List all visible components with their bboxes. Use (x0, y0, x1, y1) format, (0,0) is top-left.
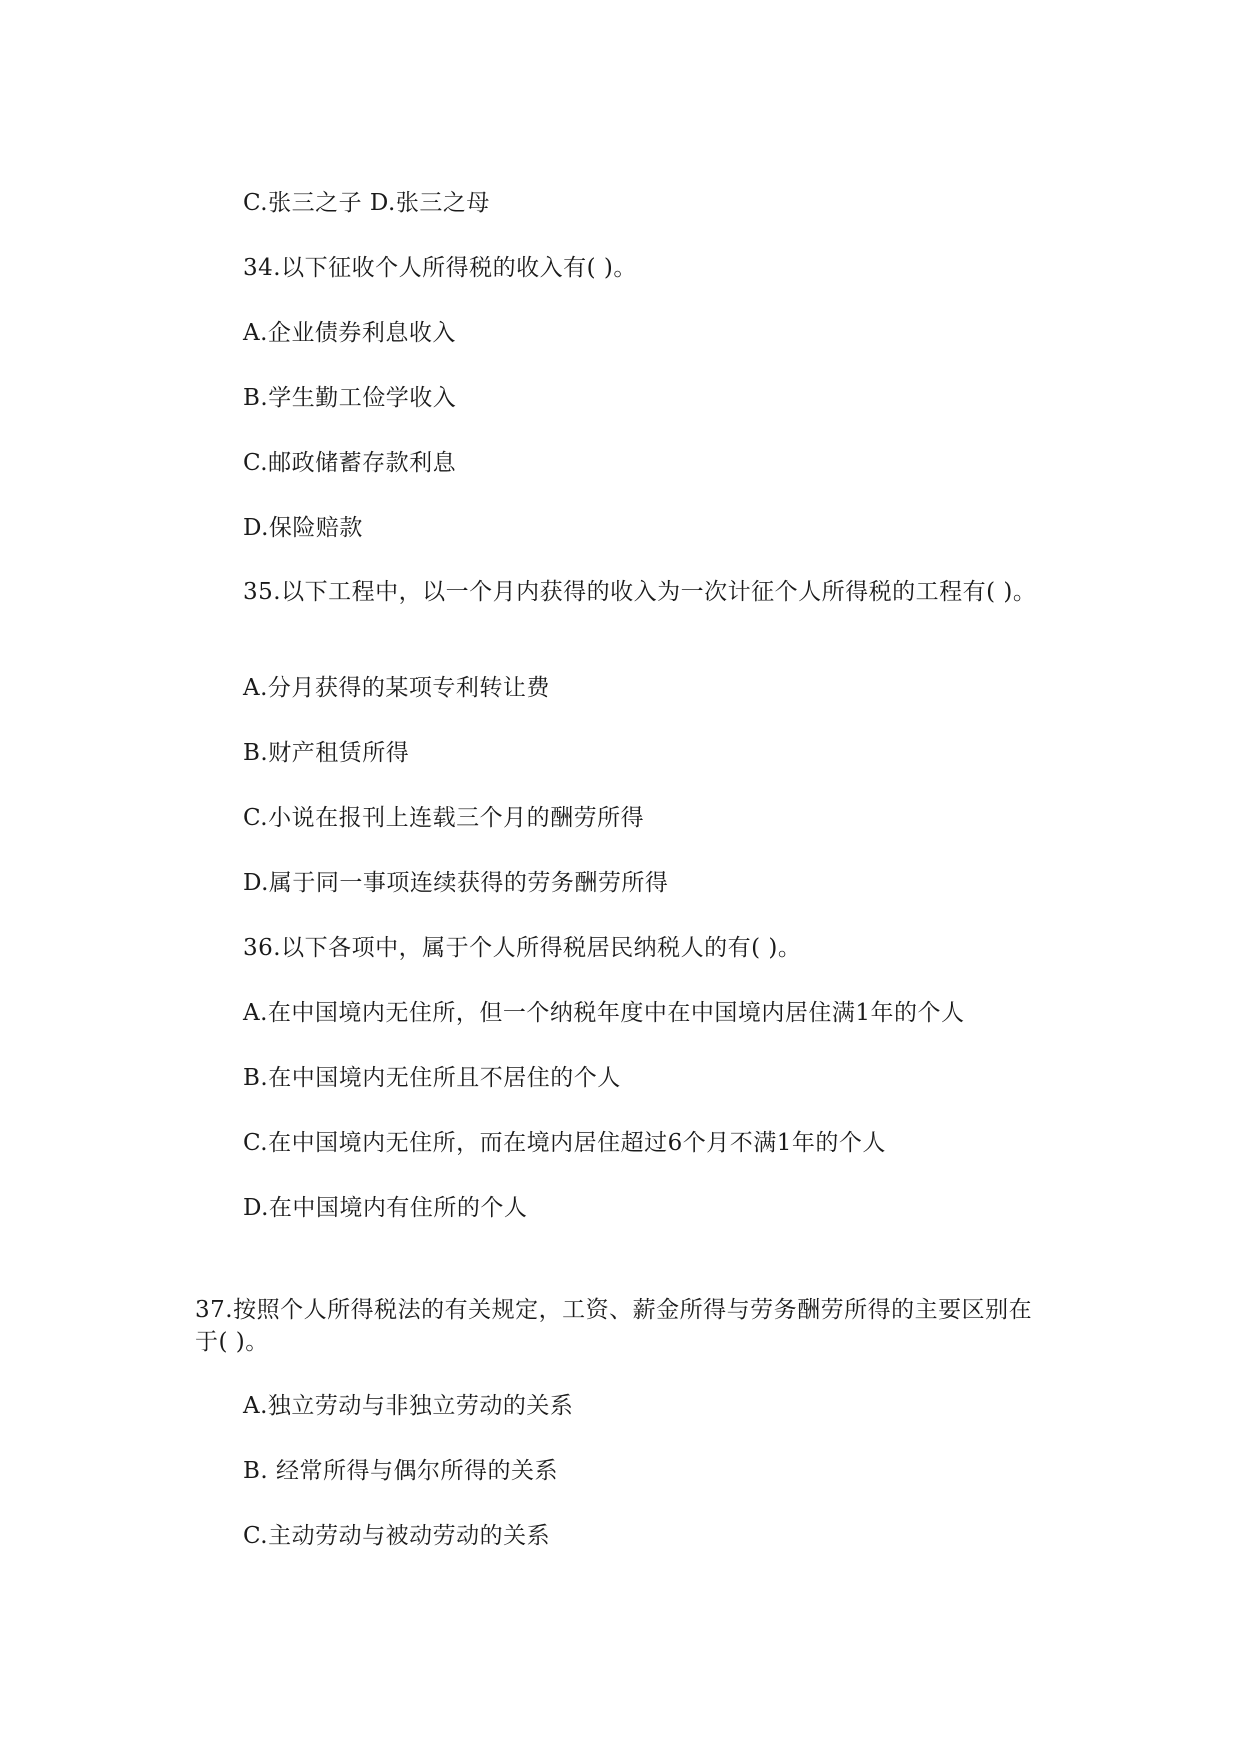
option-text: C.张三之子 D.张三之母 (243, 190, 490, 216)
option-36-d: D.在中国境内有住所的个人 (243, 1195, 528, 1221)
question-35: 35.以下工程中，以一个月内获得的收入为一次计征个人所得税的工程有( )。 (243, 579, 1037, 605)
question-36: 36.以下各项中，属于个人所得税居民纳税人的有( )。 (243, 935, 802, 961)
question-34: 34.以下征收个人所得税的收入有( )。 (243, 255, 637, 281)
option-36-a: A.在中国境内无住所，但一个纳税年度中在中国境内居住满1年的个人 (243, 1000, 965, 1026)
option-37-b: B. 经常所得与偶尔所得的关系 (243, 1458, 559, 1484)
option-35-a: A.分月获得的某项专利转让费 (243, 675, 550, 701)
option-34-a: A.企业债券利息收入 (243, 320, 456, 346)
option-36-c: C.在中国境内无住所，而在境内居住超过6个月不满1年的个人 (243, 1130, 886, 1156)
option-34-c: C.邮政储蓄存款利息 (243, 450, 457, 476)
option-34-d: D.保险赔款 (243, 515, 363, 541)
question-37: 37.按照个人所得税法的有关规定，工资、薪金所得与劳务酬劳所得的主要区别在于( )。 (195, 1297, 1033, 1355)
option-37-c: C.主动劳动与被动劳动的关系 (243, 1523, 551, 1549)
option-35-c: C.小说在报刊上连载三个月的酬劳所得 (243, 805, 645, 831)
option-37-a: A.独立劳动与非独立劳动的关系 (243, 1393, 574, 1419)
option-35-d: D.属于同一事项连续获得的劳务酬劳所得 (243, 870, 669, 896)
option-35-b: B.财产租赁所得 (243, 740, 410, 766)
option-36-b: B.在中国境内无住所且不居住的个人 (243, 1065, 621, 1091)
option-34-b: B.学生勤工俭学收入 (243, 385, 457, 411)
